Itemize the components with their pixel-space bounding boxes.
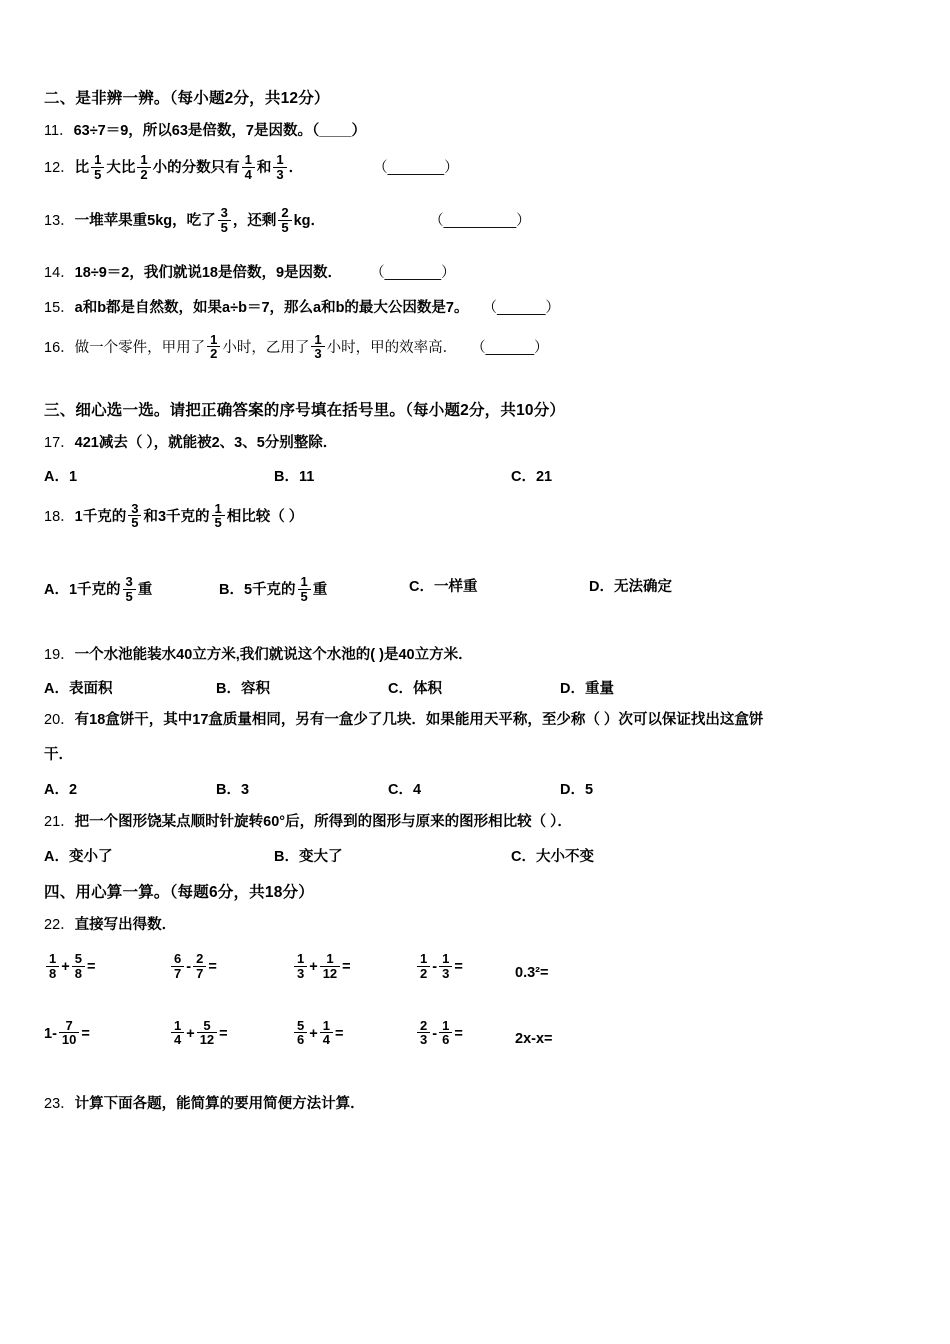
question-19-option-c[interactable]: C．体积 <box>388 681 442 698</box>
section-4-heading: 四、用心算一算。（每题6分，共18分） <box>44 884 314 902</box>
question-19-option-d[interactable]: D．重量 <box>560 681 614 698</box>
calc-item-1: $\frac{1}{8}$ + $\frac{5}{8}$ = <box>44 952 169 980</box>
calc-item-7: $\frac{1}{4}$ + $\frac{5}{12}$ = <box>169 1019 292 1047</box>
question-23-text: 计算下面各题，能简算的要用简便方法计算． <box>74 1095 365 1112</box>
question-21 <box>44 809 914 835</box>
question-18-number: 18． <box>44 508 75 525</box>
fraction-1-3: $\frac{1}{3}$ <box>273 153 286 181</box>
question-16-text-1: 做一个零件，甲用了 <box>74 339 206 356</box>
question-17 <box>44 430 914 456</box>
fraction-1-3-c: $\frac{1}{3}$ <box>294 952 307 980</box>
question-21-option-a[interactable]: A．变小了 <box>44 849 113 866</box>
fraction-1-2-c: $\frac{1}{2}$ <box>417 952 430 980</box>
calc-item-3: $\frac{1}{3}$ + $\frac{1}{12}$ = <box>292 952 415 980</box>
question-12-text-5: ． <box>288 160 304 177</box>
fraction-5-12: $\frac{5}{12}$ <box>197 1019 217 1047</box>
fraction-1-5: $\frac{1}{5}$ <box>91 153 104 181</box>
question-23 <box>44 1091 914 1117</box>
fraction-1-4: $\frac{1}{4}$ <box>242 153 255 181</box>
fraction-2-3: $\frac{2}{3}$ <box>417 1019 430 1047</box>
question-12-blank: _______ <box>387 160 445 177</box>
calc-item-4: $\frac{1}{2}$ - $\frac{1}{3}$ = <box>415 952 515 980</box>
question-18-option-d[interactable]: D．无法确定 <box>589 579 672 596</box>
question-14-number: 14． <box>44 264 75 281</box>
question-19-option-a[interactable]: A．表面积 <box>44 681 113 698</box>
question-18 <box>44 502 914 530</box>
question-20-text-line1: 有18盒饼干，其中17盒质量相同，另有一盒少了几块．如果能用天平称，至少称（ ）次可以保证找出这盒饼 <box>74 712 764 729</box>
question-18-options <box>44 575 914 603</box>
question-15-number: 15． <box>44 299 75 316</box>
question-12-text-1: 比 <box>74 160 90 177</box>
fraction-1-2-b: $\frac{1}{2}$ <box>207 333 220 361</box>
question-15-blank: ______ <box>497 299 546 316</box>
question-16-blank: ______ <box>485 339 535 356</box>
question-17-text: 421减去（ ），就能被2、3、5分别整除． <box>74 434 338 451</box>
fraction-1-2: $\frac{1}{2}$ <box>137 153 150 181</box>
exam-content <box>44 86 914 1126</box>
question-21-option-b[interactable]: B．变大了 <box>274 849 343 866</box>
fraction-1-5-b: $\frac{1}{5}$ <box>212 502 225 530</box>
question-13-paren-close: ） <box>516 213 531 230</box>
fraction-5-6: $\frac{5}{6}$ <box>294 1019 307 1047</box>
calc-item-9: $\frac{2}{3}$ - $\frac{1}{6}$ = <box>415 1019 515 1047</box>
fraction-1-3-b: $\frac{1}{3}$ <box>311 333 324 361</box>
fraction-1-12: $\frac{1}{12}$ <box>320 952 340 980</box>
question-13-number: 13． <box>44 213 75 230</box>
question-22-text: 直接写出得数． <box>74 917 177 934</box>
question-15-text: a和b都是自然数，如果a÷b＝7，那么a和b的最大公因数是7。 <box>74 299 469 316</box>
question-21-option-c[interactable]: C．大小不变 <box>511 849 594 866</box>
question-19-options <box>44 677 914 698</box>
question-20-number: 20． <box>44 712 75 729</box>
question-15 <box>44 295 914 321</box>
question-14-paren-open: （ <box>370 264 385 281</box>
question-14-paren-close: ） <box>441 264 456 281</box>
question-14 <box>44 260 914 286</box>
question-20-line2 <box>44 742 914 768</box>
question-12-text-4: 和 <box>256 160 272 177</box>
question-14-blank: _______ <box>384 264 442 281</box>
fraction-1-6: $\frac{1}{6}$ <box>439 1019 452 1047</box>
fraction-2-5: $\frac{2}{5}$ <box>278 206 291 234</box>
question-20-option-b[interactable]: B．3 <box>216 782 250 799</box>
question-20-option-d[interactable]: D．5 <box>560 782 594 799</box>
section-2-heading: 二、是非辨一辨。（每小题2分，共12分） <box>44 90 330 107</box>
question-18-option-a[interactable]: A．1千克的 $\frac{3}{5}$ 重 <box>44 574 153 604</box>
question-13-text-1: 一堆苹果重5kg，吃了 <box>74 213 216 230</box>
question-19-text: 一个水池能装水40立方米,我们就说这个水池的( )是40立方米． <box>74 647 473 664</box>
question-18-text-2: 和3千克的 <box>143 508 210 525</box>
question-16 <box>44 333 914 361</box>
fraction-1-4-b: $\frac{1}{4}$ <box>171 1019 184 1047</box>
question-12-number: 12． <box>44 160 75 177</box>
question-13-paren-open: （ <box>429 213 444 230</box>
fraction-7-10: $\frac{7}{10}$ <box>59 1019 79 1047</box>
question-18-text-1: 1千克的 <box>74 508 127 525</box>
fraction-3-5-c: $\frac{3}{5}$ <box>123 575 136 603</box>
question-16-paren-open: （ <box>471 339 486 356</box>
question-16-paren-close: ） <box>534 339 549 356</box>
question-12-text-3: 小的分数只有 <box>152 160 240 177</box>
calc-item-5: 0.3²= <box>515 964 549 981</box>
fraction-2-7: $\frac{2}{7}$ <box>193 952 206 980</box>
question-19-option-b[interactable]: B．容积 <box>216 681 270 698</box>
fraction-5-8: $\frac{5}{8}$ <box>72 952 85 980</box>
question-17-option-a[interactable]: A．1 <box>44 468 78 485</box>
question-21-text: 把一个图形饶某点顺时针旋转60°后，所得到的图形与原来的图形相比较（ ）． <box>74 814 572 831</box>
question-16-text-2: 小时，乙用了 <box>222 339 310 356</box>
calc-item-10: 2x-x= <box>515 1030 553 1047</box>
question-11 <box>44 118 914 144</box>
question-21-options <box>44 845 914 866</box>
question-17-option-c[interactable]: C．21 <box>511 468 553 485</box>
question-11-number: 11． <box>44 123 74 139</box>
question-22-number: 22． <box>44 917 75 934</box>
question-12-paren-close: ） <box>444 160 459 177</box>
fraction-3-5-b: $\frac{3}{5}$ <box>128 502 141 530</box>
question-17-number: 17． <box>44 434 75 451</box>
question-22-row-2 <box>44 1019 914 1047</box>
question-15-paren-open: （ <box>482 299 498 316</box>
question-19 <box>44 642 914 668</box>
question-18-option-c[interactable]: C．一样重 <box>409 579 478 596</box>
fraction-1-8: $\frac{1}{8}$ <box>46 952 59 980</box>
question-11-blank: ____ <box>319 123 352 139</box>
question-18-option-b[interactable]: B．5千克的 $\frac{1}{5}$ 重 <box>219 574 328 604</box>
question-20-option-c[interactable]: C．4 <box>388 782 422 799</box>
question-17-options <box>44 465 914 486</box>
question-19-number: 19． <box>44 647 75 664</box>
question-16-text-3: 小时，甲的效率高． <box>326 339 458 356</box>
question-20-text-line2: 干． <box>44 747 73 764</box>
question-13-blank: _________ <box>443 213 517 230</box>
question-18-text-3: 相比较（ ） <box>226 508 304 525</box>
question-15-paren-close: ） <box>545 299 560 316</box>
fraction-1-3-d: $\frac{1}{3}$ <box>439 952 452 980</box>
question-20 <box>44 707 914 733</box>
question-17-option-b[interactable]: B．11 <box>274 468 315 485</box>
question-11-text: 63÷7＝9，所以63是倍数，7是因数。（ <box>73 123 320 139</box>
section-3-heading: 三、细心选一选。请把正确答案的序号填在括号里。（每小题2分，共10分） <box>44 401 566 419</box>
question-20-option-a[interactable]: A．2 <box>44 782 78 799</box>
question-20-options <box>44 778 914 799</box>
question-23-number: 23． <box>44 1095 75 1112</box>
fraction-1-5-c: $\frac{1}{5}$ <box>298 575 311 603</box>
question-13-text-2: ，还剩 <box>232 213 277 230</box>
question-12-paren-open: （ <box>373 160 388 177</box>
question-13-text-3: kg． <box>293 213 326 230</box>
calc-item-2: $\frac{6}{7}$ - $\frac{2}{7}$ = <box>169 952 292 980</box>
calc-item-8: $\frac{5}{6}$ + $\frac{1}{4}$ = <box>292 1019 415 1047</box>
calc-item-6: 1- $\frac{7}{10}$ = <box>44 1017 90 1048</box>
question-12 <box>44 153 914 181</box>
fraction-1-4-c: $\frac{1}{4}$ <box>320 1019 333 1047</box>
fraction-3-5: $\frac{3}{5}$ <box>218 206 231 234</box>
question-13 <box>44 206 914 234</box>
question-21-number: 21． <box>44 814 75 831</box>
question-14-text: 18÷9＝2，我们就说18是倍数，9是因数． <box>74 264 343 281</box>
question-11-close: ） <box>351 123 366 139</box>
question-22-row-1 <box>44 952 914 980</box>
question-16-number: 16． <box>44 339 75 356</box>
fraction-6-7: $\frac{6}{7}$ <box>171 952 184 980</box>
question-22 <box>44 912 914 938</box>
question-12-text-2: 大比 <box>106 160 136 177</box>
